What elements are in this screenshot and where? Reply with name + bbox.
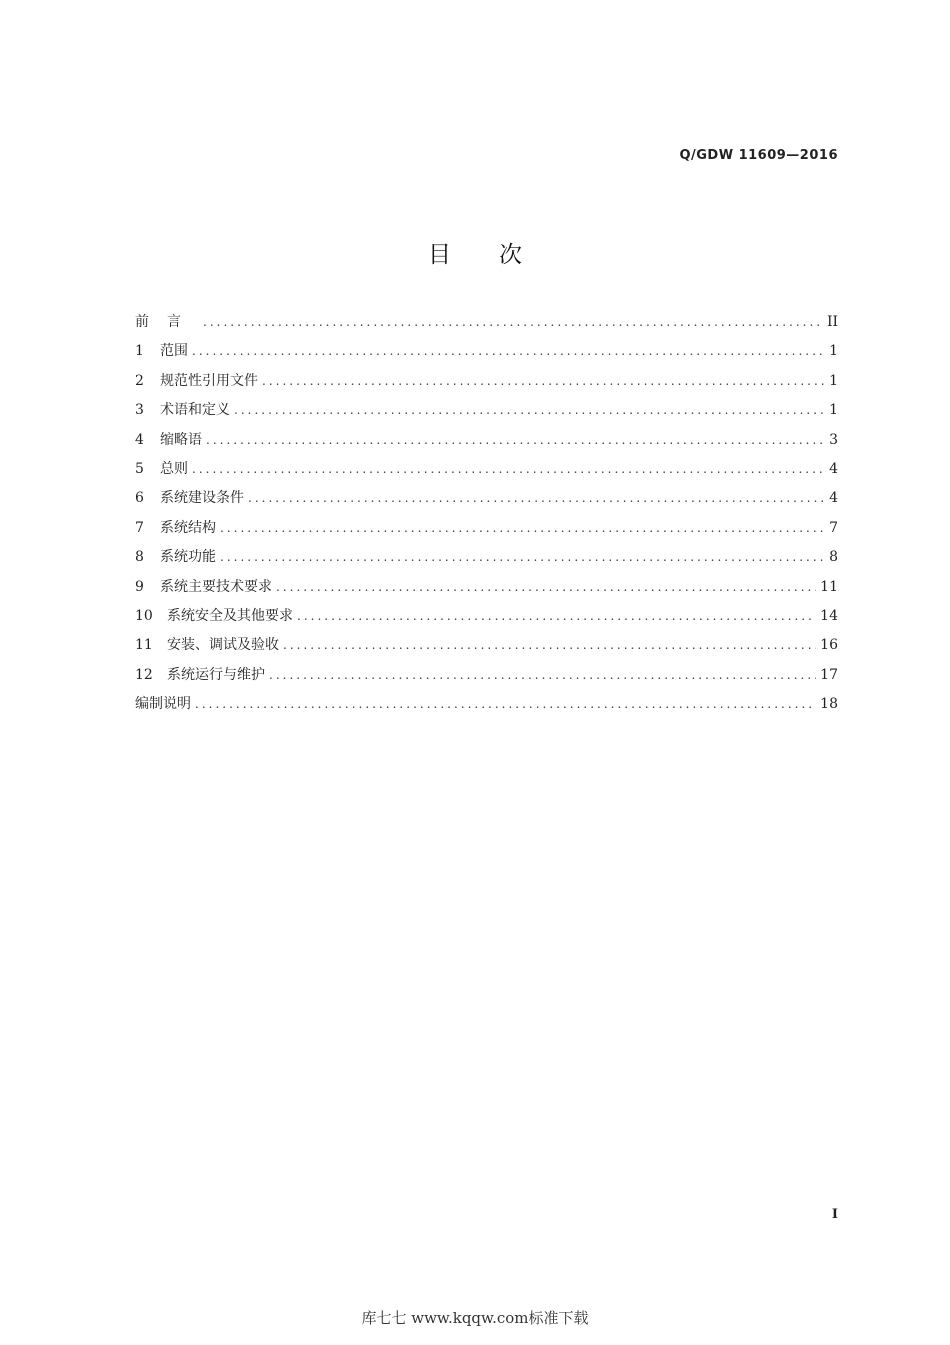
toc-entry-compilation-notes[interactable]: [135, 690, 838, 719]
toc-entry-12[interactable]: [135, 661, 838, 690]
toc-entry-number: 12: [135, 666, 153, 683]
toc-entry-page: 1: [829, 343, 838, 360]
toc-entry-7[interactable]: [135, 514, 838, 543]
toc-entry-8[interactable]: [135, 543, 838, 572]
toc-entry-label: 总则: [160, 460, 188, 477]
toc-entry-page: 16: [820, 637, 838, 654]
toc-entry-number: 2: [135, 372, 144, 389]
toc-entry-10[interactable]: [135, 602, 838, 631]
toc-entry-page: 4: [829, 460, 838, 477]
page-number: I: [831, 1207, 838, 1222]
toc-leader-dots: [297, 602, 816, 631]
toc-leader-dots: [269, 661, 816, 690]
toc-entry-label: 缩略语: [160, 431, 202, 448]
toc-entry-page: 1: [829, 402, 838, 419]
toc-entry-foreword[interactable]: [135, 308, 838, 337]
toc-entry-page: 14: [820, 607, 838, 624]
toc-entry-page: 7: [829, 519, 838, 536]
toc-entry-label: 编制说明: [135, 696, 191, 713]
toc-entry-page: 4: [829, 490, 838, 507]
toc-entry-page: 8: [829, 549, 838, 566]
toc-leader-dots: [220, 514, 825, 543]
toc-entry-1[interactable]: [135, 337, 838, 366]
toc-title: [0, 236, 950, 269]
toc-entry-label: 术语和定义: [160, 402, 230, 419]
toc-title-part1: 目: [428, 242, 451, 268]
toc-entry-2[interactable]: [135, 367, 838, 396]
toc-entry-label: 系统安全及其他要求: [167, 607, 293, 624]
toc-entry-label: 安装、调试及验收: [167, 637, 279, 654]
toc-entry-label: 系统建设条件: [160, 490, 244, 507]
toc-entry-number: 11: [135, 637, 153, 654]
toc-entry-page: 17: [820, 666, 838, 683]
toc-entry-page: 3: [829, 431, 838, 448]
toc-entry-number: 6: [135, 490, 144, 507]
toc-leader-dots: [262, 367, 825, 396]
toc-entry-5[interactable]: [135, 455, 838, 484]
toc-entry-page: 18: [820, 696, 838, 713]
toc-entry-label: 范围: [160, 343, 188, 360]
toc-leader-dots: [192, 455, 825, 484]
toc-entry-number: 10: [135, 607, 153, 624]
toc-entry-4[interactable]: [135, 426, 838, 455]
toc-leader-dots: [220, 543, 825, 572]
toc-leader-dots: [203, 308, 823, 337]
footer-watermark: 库七七 www.kqqw.com标准下载: [361, 1309, 589, 1327]
toc-entry-number: 9: [135, 578, 144, 595]
toc-entry-label: 规范性引用文件: [160, 372, 258, 389]
toc-entry-label: 系统运行与维护: [167, 666, 265, 683]
toc-entry-number: 5: [135, 460, 144, 477]
toc-entry-9[interactable]: [135, 573, 838, 602]
toc-title-part2: 次: [499, 242, 522, 268]
toc-entry-3[interactable]: [135, 396, 838, 425]
toc-entry-number: 3: [135, 402, 144, 419]
toc-entry-page: 1: [829, 372, 838, 389]
toc-entry-page: II: [826, 314, 838, 330]
toc-entry-label: 前言: [135, 314, 199, 330]
toc-entry-number: 1: [135, 343, 144, 360]
toc-leader-dots: [195, 690, 816, 719]
toc-entry-label: 系统功能: [160, 549, 216, 566]
toc-leader-dots: [283, 631, 816, 660]
document-code: Q/GDW 11609—2016: [679, 148, 838, 163]
toc-leader-dots: [234, 396, 825, 425]
toc-leader-dots: [276, 573, 816, 602]
toc-list: [135, 308, 838, 719]
toc-entry-number: 4: [135, 431, 144, 448]
toc-entry-6[interactable]: [135, 484, 838, 513]
toc-entry-11[interactable]: [135, 631, 838, 660]
toc-leader-dots: [206, 426, 825, 455]
toc-entry-page: 11: [820, 578, 838, 595]
toc-entry-number: 7: [135, 519, 144, 536]
toc-leader-dots: [248, 484, 825, 513]
toc-entry-label: 系统主要技术要求: [160, 578, 272, 595]
toc-entry-label: 系统结构: [160, 519, 216, 536]
toc-leader-dots: [192, 337, 825, 366]
toc-entry-number: 8: [135, 549, 144, 566]
